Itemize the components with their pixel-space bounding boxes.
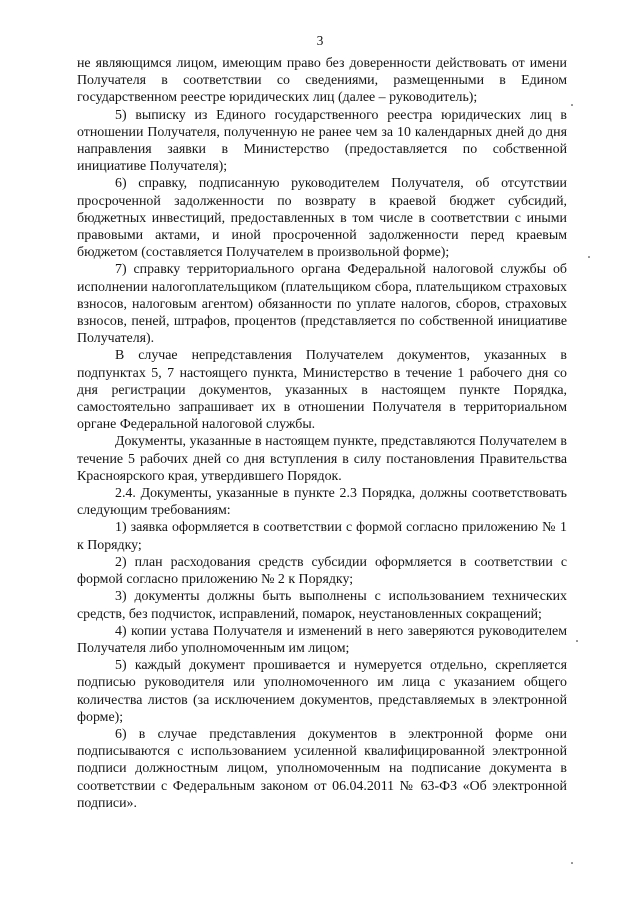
page-number: 3 (316, 33, 324, 48)
paragraph-req-5-binding: 5) каждый документ прошивается и нумеруется отдельно, скрепляется подписью руководителя или уполномоченного им лица с указанием общего количества листов (за исключением документов, представляемых в электронной форме); (77, 658, 567, 725)
paragraph-req-6-electronic: 6) в случае представления документов в электронной форме они подписываются с использованием усиленной квалифицированной электронной подписи должностным лицом, уполномоченным на подписание документа в соответствии с Федеральным законом от 06.04.2011 № 63-ФЗ «Об электронной подписи». (77, 726, 567, 811)
scan-speck (571, 104, 573, 106)
paragraph-req-2-spending-plan: 2) план расходования средств субсидии оформляется в соответствии с формой согласно приложению № 2 к Порядку; (77, 554, 567, 588)
scan-speck (571, 862, 573, 864)
paragraph-section-2-4: 2.4. Документы, указанные в пункте 2.3 Порядка, должны соответствовать следующим требованиям: (77, 486, 567, 519)
paragraph-submission-deadline: Документы, указанные в настоящем пункте, представляются Получателем в течение 5 рабочих дней со дня вступления в силу постановления Правительства Красноярского края, утвердившего Порядок. (77, 434, 567, 484)
paragraph-req-3-technical: 3) документы должны быть выполнены с использованием технических средств, без подчисток, исправлений, помарок, неустановленных сокращений; (77, 589, 567, 622)
scan-speck (576, 640, 578, 642)
paragraph-req-1-application: 1) заявка оформляется в соответствии с формой согласно приложению № 1 к Порядку; (77, 520, 567, 553)
document-body (77, 55, 567, 812)
paragraph-item-5-extract: 5) выписку из Единого государственного реестра юридических лиц в отношении Получателя, полученную не ранее чем за 10 календарных дней до дня направления заявки в Министерство (предоставляется по собственной инициативе Получателя); (77, 107, 567, 175)
scan-speck (588, 256, 590, 258)
paragraph-item-6-certificate: 6) справку, подписанную руководителем Получателя, об отсутствии просроченной задолженности по возврату в краевой бюджет субсидий, бюджетных инвестиций, предоставленных в том числе в соответствии с иными правовыми актами, и иной просроченной задолженности перед краевым бюджетом (составляется Получателем в произвольной форме); (77, 176, 567, 261)
paragraph-continuation: не являющимся лицом, имеющим право без доверенности действовать от имени Получателя в соответствии со сведениями, размещенными в Едином государственном реестре юридических лиц (далее – руководитель); (77, 56, 567, 106)
paragraph-req-4-charter-copies: 4) копии устава Получателя и изменений в него заверяются руководителем Получателя либо уполномоченным им лицом; (77, 623, 567, 656)
paragraph-item-7-tax-certificate: 7) справку территориального органа Федеральной налоговой службы об исполнении налогоплательщиком (плательщиком сбора, плательщиком страховых взносов, налоговым агентом) обязанности по уплате налогов, сборов, страховых взносов, пеней, штрафов, процентов (представляется по собственной инициативе Получателя). (77, 262, 567, 347)
paragraph-non-submission: В случае непредставления Получателем документов, указанных в подпунктах 5, 7 настоящего пункта, Министерство в течение 1 рабочего дня со дня регистрации документов, указанных в настоящем пункте Порядка, самостоятельно запрашивает их в отношении Получателя в территориальном органе Федеральной налоговой службы. (77, 348, 567, 433)
